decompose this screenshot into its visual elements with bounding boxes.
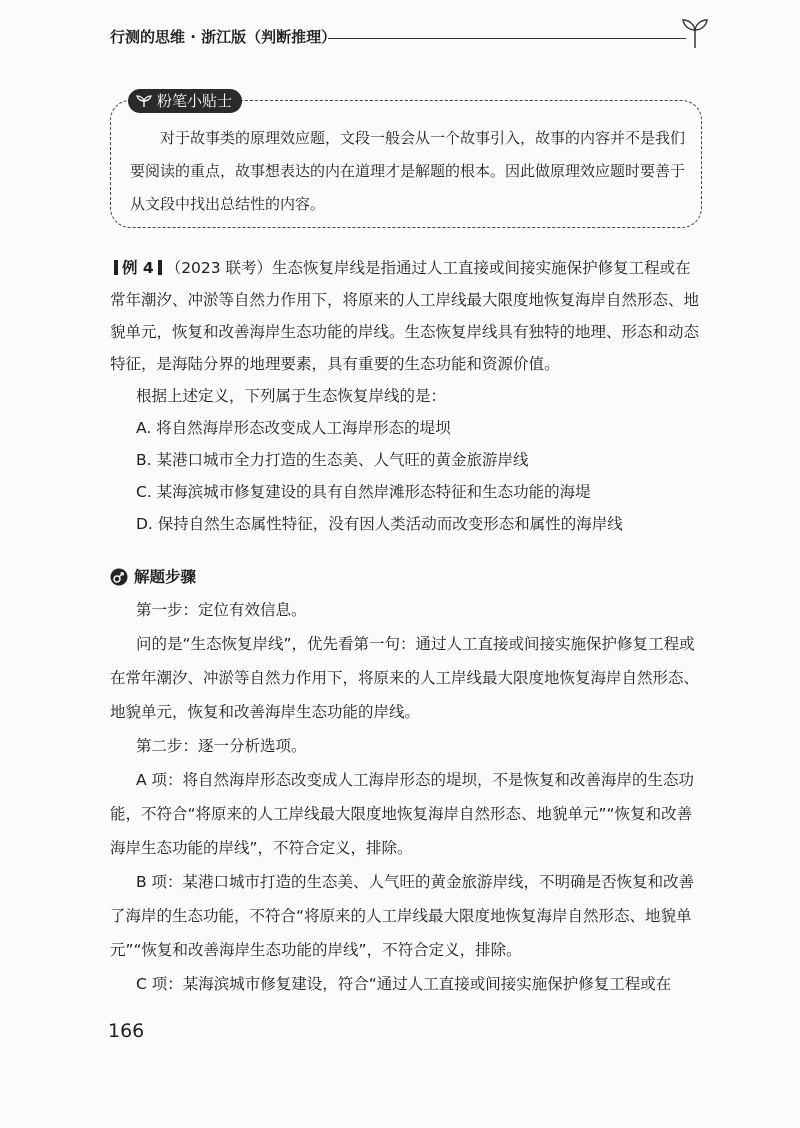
example-stem — [110, 252, 700, 380]
solution-title — [110, 561, 700, 593]
solution-step-1-detail: 问的是“生态恢复岸线”，优先看第一句：通过人工直接或间接实施保护修复工程或在常年潮汐、冲淤等自然力作用下，将原来的人工岸线最大限度地恢复海岸自然形态、地貌单元，恢复和改善海岸生态功能的岸线。 — [110, 635, 700, 721]
solution-badge-icon — [110, 568, 128, 586]
tag-bar-right — [158, 260, 162, 275]
solution-block — [110, 561, 700, 1001]
book-title: 行测的思维 · 浙江版（判断推理） — [110, 28, 337, 46]
sprout-icon — [136, 94, 152, 108]
example-tag: 例 4 — [122, 259, 154, 277]
tip-label — [128, 89, 242, 113]
example-block — [110, 252, 700, 540]
option-b: B. 某港口城市全力打造的生态美、人气旺的黄金旅游岸线 — [136, 451, 529, 469]
analysis-option-a: A 项：将自然海岸形态改变成人工海岸形态的堤坝，不是恢复和改善海岸的生态功能，不符合“将原来的人工岸线最大限度地恢复海岸自然形态、地貌单元”“恢复和改善海岸生态功能的岸线”，不符合定义，排除。 — [110, 771, 695, 857]
tip-label-text: 粉笔小贴士 — [157, 92, 233, 110]
solution-step-1: 第一步：定位有效信息。 — [136, 601, 307, 619]
analysis-option-b: B 项：某港口城市打造的生态美、人气旺的黄金旅游岸线，不明确是否恢复和改善了海岸的生态功能，不符合“将原来的人工岸线最大限度地恢复海岸自然形态、地貌单元”“恢复和改善海岸生态功能的岸线”，不符合定义，排除。 — [110, 873, 695, 959]
tag-bar-left — [114, 260, 118, 275]
tip-text: 对于故事类的原理效应题，文段一般会从一个故事引入，故事的内容并不是我们要阅读的重点，故事想表达的内在道理才是解题的根本。因此做原理效应题时要善于从文段中找出总结性的内容。 — [130, 129, 686, 213]
header-rule — [328, 38, 686, 39]
option-c: C. 某海滨城市修复建设的具有自然岸滩形态特征和生态功能的海堤 — [136, 483, 591, 501]
analysis-option-c: C 项：某海滨城市修复建设，符合“通过人工直接或间接实施保护修复工程或在 — [136, 975, 672, 993]
option-a: A. 将自然海岸形态改变成人工海岸形态的堤坝 — [136, 419, 451, 437]
example-question: 根据上述定义，下列属于生态恢复岸线的是： — [136, 387, 447, 405]
solution-step-2: 第二步：逐一分析选项。 — [136, 737, 307, 755]
running-header — [110, 22, 710, 56]
sprout-icon — [680, 16, 710, 50]
solution-title-text: 解题步骤 — [134, 568, 197, 586]
example-stem-text: （2023 联考）生态恢复岸线是指通过人工直接或间接实施保护修复工程或在常年潮汐、冲淤等自然力作用下，将原来的人工岸线最大限度地恢复海岸自然形态、地貌单元，恢复和改善海岸生态功能的岸线。生态恢复岸线具有独特的地理、形态和动态特征，是海陆分界的地理要素，具有重要的生态功能和资源价值。 — [110, 259, 700, 373]
page-number: 166 — [108, 1020, 145, 1042]
option-d: D. 保持自然生态属性特征，没有因人类活动而改变形态和属性的海岸线 — [136, 515, 623, 533]
